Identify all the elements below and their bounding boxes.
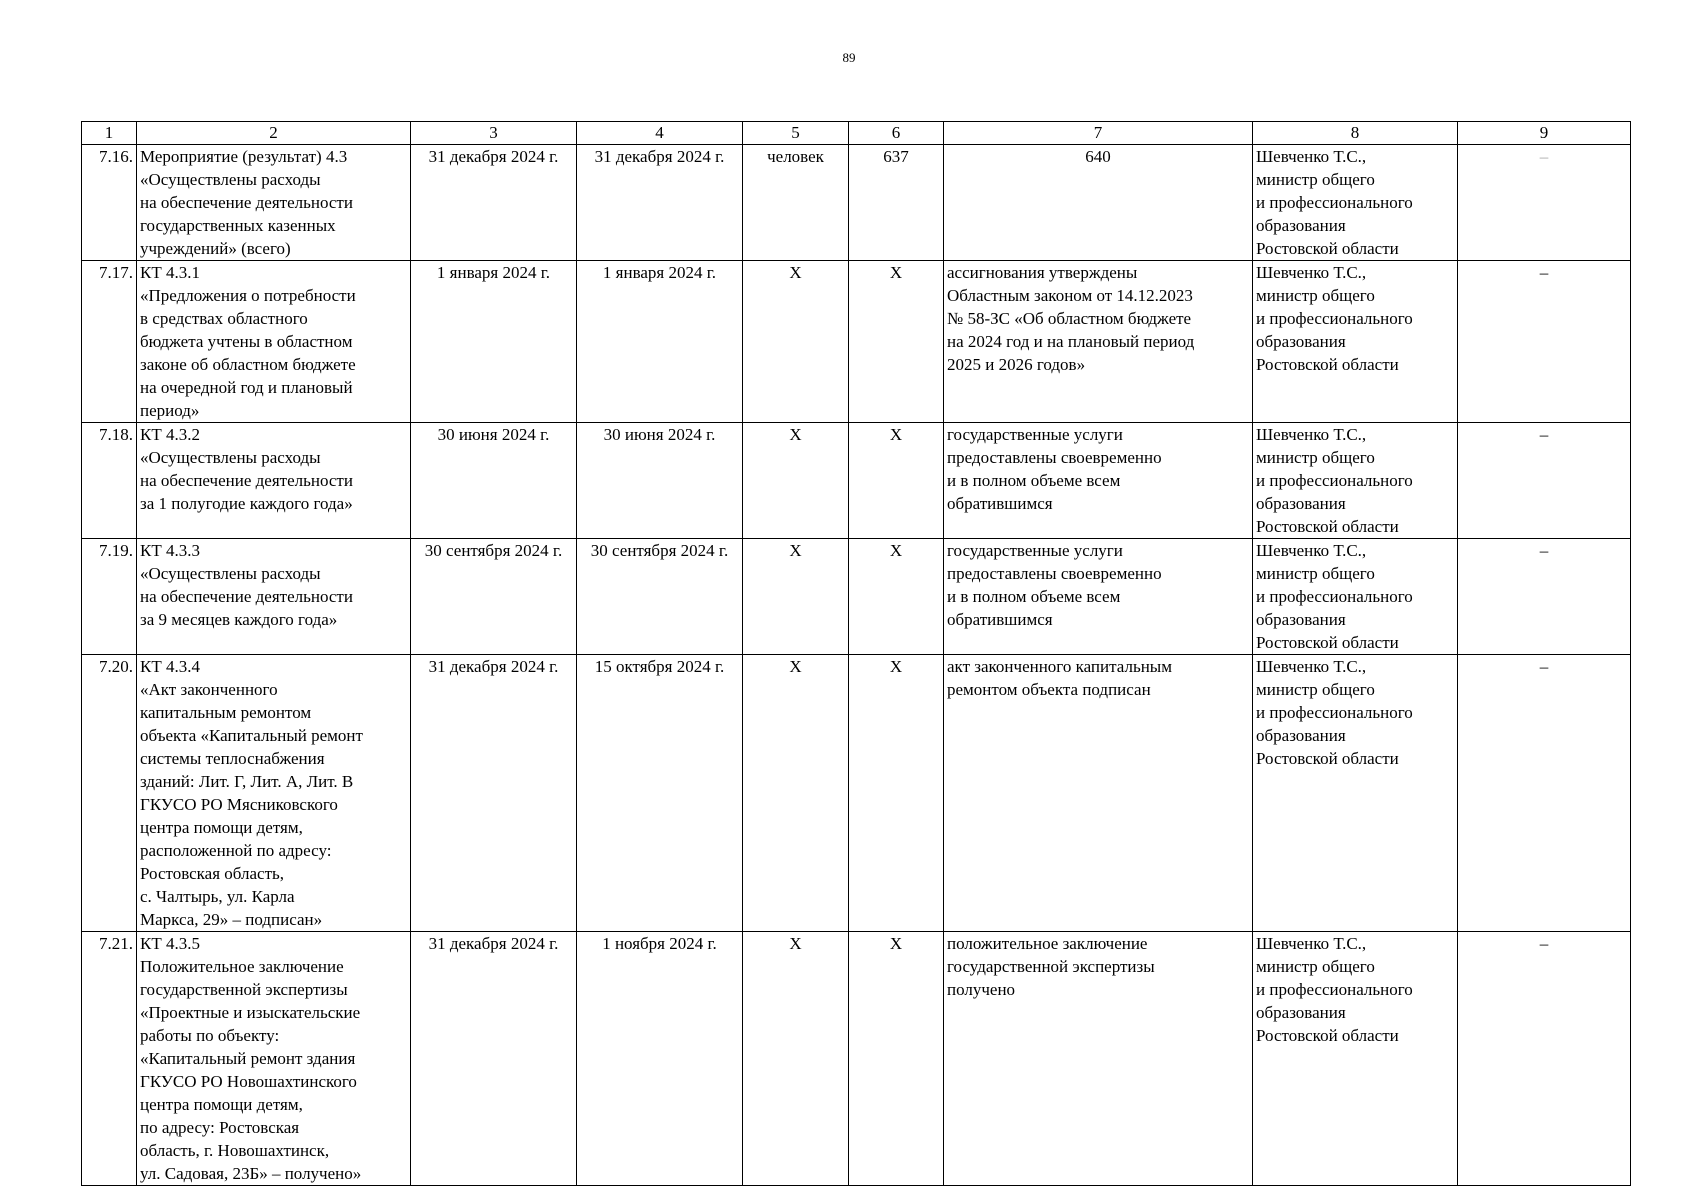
event-name-line: КТ 4.3.1: [140, 263, 200, 282]
unit: человек: [743, 145, 849, 261]
start-date: 1 января 2024 г.: [411, 261, 577, 423]
result-line: № 58-ЗС «Об областном бюджете: [947, 309, 1192, 328]
unit: Х: [743, 261, 849, 423]
col-header: 2: [137, 122, 411, 145]
responsible-line: и профессионального: [1256, 703, 1413, 722]
event-name-line: КТ 4.3.3: [140, 541, 200, 560]
note: –: [1458, 539, 1631, 655]
table-row: [82, 423, 1631, 539]
result-line: получено: [947, 980, 1016, 999]
event-name-line: центра помощи детям,: [140, 1095, 303, 1114]
end-date: 15 октября 2024 г.: [577, 655, 743, 932]
result-line: и в полном объеме всем: [947, 471, 1121, 490]
responsible-line: Ростовской области: [1256, 239, 1399, 258]
end-date: 1 января 2024 г.: [577, 261, 743, 423]
start-date: 31 декабря 2024 г.: [411, 932, 577, 1186]
header-row: [82, 122, 1631, 145]
result-line: на 2024 год и на плановый период: [947, 332, 1195, 351]
note: –: [1458, 932, 1631, 1186]
base-value: Х: [849, 932, 944, 1186]
event-name-line: период»: [140, 401, 200, 420]
event-name: [137, 655, 411, 932]
responsible-line: министр общего: [1256, 170, 1375, 189]
responsible-line: образования: [1256, 1003, 1346, 1022]
event-name-line: системы теплоснабжения: [140, 749, 325, 768]
event-name: [137, 145, 411, 261]
note: –: [1458, 423, 1631, 539]
result-line: 2025 и 2026 годов»: [947, 355, 1086, 374]
unit: Х: [743, 932, 849, 1186]
row-number: 7.20.: [82, 655, 137, 932]
col-header: 8: [1253, 122, 1458, 145]
result-line: государственной экспертизы: [947, 957, 1155, 976]
responsible-line: Ростовской области: [1256, 517, 1399, 536]
row-number: 7.19.: [82, 539, 137, 655]
note: –: [1458, 145, 1631, 261]
responsible-line: Ростовской области: [1256, 633, 1399, 652]
col-header: 3: [411, 122, 577, 145]
event-name-line: с. Чалтырь, ул. Карла: [140, 887, 295, 906]
event-name-line: центра помощи детям,: [140, 818, 303, 837]
responsible-line: Ростовской области: [1256, 1026, 1399, 1045]
table-row: [82, 261, 1631, 423]
table-row: [82, 539, 1631, 655]
responsible-line: образования: [1256, 332, 1346, 351]
event-name-line: область, г. Новошахтинск,: [140, 1141, 330, 1160]
responsible-line: Ростовской области: [1256, 355, 1399, 374]
responsible-line: и профессионального: [1256, 193, 1413, 212]
responsible-line: министр общего: [1256, 680, 1375, 699]
end-date: 1 ноября 2024 г.: [577, 932, 743, 1186]
row-number: 7.18.: [82, 423, 137, 539]
col-header: 5: [743, 122, 849, 145]
col-header: 1: [82, 122, 137, 145]
col-header: 4: [577, 122, 743, 145]
event-name-line: капитальным ремонтом: [140, 703, 312, 722]
event-name-line: Мероприятие (результат) 4.3: [140, 147, 348, 166]
responsible: [1253, 423, 1458, 539]
col-header: 6: [849, 122, 944, 145]
result: [944, 423, 1253, 539]
start-date: 30 июня 2024 г.: [411, 423, 577, 539]
event-name-line: на обеспечение деятельности: [140, 471, 353, 490]
event-name-line: государственной экспертизы: [140, 980, 348, 999]
row-number: 7.21.: [82, 932, 137, 1186]
event-name-line: «Проектные и изыскательские: [140, 1003, 361, 1022]
end-date: 30 июня 2024 г.: [577, 423, 743, 539]
responsible: [1253, 655, 1458, 932]
event-name-line: зданий: Лит. Г, Лит. А, Лит. В: [140, 772, 354, 791]
result: [944, 932, 1253, 1186]
base-value: Х: [849, 423, 944, 539]
col-header: 7: [944, 122, 1253, 145]
start-date: 30 сентября 2024 г.: [411, 539, 577, 655]
responsible-line: министр общего: [1256, 286, 1375, 305]
page-number: 89: [842, 50, 856, 65]
event-name-line: «Предложения о потребности: [140, 286, 356, 305]
event-name-line: бюджета учтены в областном: [140, 332, 353, 351]
result-line: обратившимся: [947, 494, 1053, 513]
responsible-line: и профессионального: [1256, 471, 1413, 490]
result: [944, 261, 1253, 423]
event-name: [137, 539, 411, 655]
responsible-line: образования: [1256, 610, 1346, 629]
event-name-line: «Осуществлены расходы: [140, 170, 321, 189]
responsible-line: Шевченко Т.С.,: [1256, 147, 1367, 166]
event-name-line: по адресу: Ростовская: [140, 1118, 300, 1137]
end-date: 31 декабря 2024 г.: [577, 145, 743, 261]
responsible-line: образования: [1256, 494, 1346, 513]
result-line: предоставлены своевременно: [947, 564, 1162, 583]
unit: Х: [743, 655, 849, 932]
result-line: обратившимся: [947, 610, 1053, 629]
responsible-line: министр общего: [1256, 448, 1375, 467]
event-name: [137, 932, 411, 1186]
event-name-line: «Акт законченного: [140, 680, 278, 699]
result-line: 640: [1085, 147, 1111, 166]
event-name-line: КТ 4.3.2: [140, 425, 200, 444]
event-name-line: «Осуществлены расходы: [140, 448, 321, 467]
event-name-line: ул. Садовая, 23Б» – получено»: [140, 1164, 362, 1183]
event-name-line: объекта «Капитальный ремонт: [140, 726, 363, 745]
responsible: [1253, 539, 1458, 655]
responsible-line: Ростовской области: [1256, 749, 1399, 768]
result: [944, 655, 1253, 932]
event-name-line: на очередной год и плановый: [140, 378, 353, 397]
end-date: 30 сентября 2024 г.: [577, 539, 743, 655]
result-line: Областным законом от 14.12.2023: [947, 286, 1193, 305]
responsible-line: министр общего: [1256, 957, 1375, 976]
result-line: государственные услуги: [947, 425, 1123, 444]
event-name-line: в средствах областного: [140, 309, 308, 328]
event-name-line: ГКУСО РО Мясниковского: [140, 795, 338, 814]
event-name-line: КТ 4.3.4: [140, 657, 200, 676]
result-line: ремонтом объекта подписан: [947, 680, 1151, 699]
col-header: 9: [1458, 122, 1631, 145]
responsible: [1253, 261, 1458, 423]
responsible-line: образования: [1256, 216, 1346, 235]
event-name-line: за 9 месяцев каждого года»: [140, 610, 338, 629]
event-name: [137, 423, 411, 539]
table-row: [82, 932, 1631, 1186]
event-name-line: законе об областном бюджете: [140, 355, 356, 374]
event-name-line: Маркса, 29» – подписан»: [140, 910, 323, 929]
table-row: [82, 145, 1631, 261]
responsible: [1253, 145, 1458, 261]
event-name-line: КТ 4.3.5: [140, 934, 200, 953]
event-name-line: работы по объекту:: [140, 1026, 280, 1045]
event-name-line: «Осуществлены расходы: [140, 564, 321, 583]
note: –: [1458, 261, 1631, 423]
result: [944, 145, 1253, 261]
result: [944, 539, 1253, 655]
responsible-line: министр общего: [1256, 564, 1375, 583]
event-name-line: «Капитальный ремонт здания: [140, 1049, 356, 1068]
result-line: и в полном объеме всем: [947, 587, 1121, 606]
base-value: Х: [849, 539, 944, 655]
event-name-line: Ростовская область,: [140, 864, 285, 883]
event-name-line: расположенной по адресу:: [140, 841, 332, 860]
unit: Х: [743, 423, 849, 539]
responsible-line: и профессионального: [1256, 587, 1413, 606]
event-name-line: за 1 полугодие каждого года»: [140, 494, 353, 513]
event-name-line: ГКУСО РО Новошахтинского: [140, 1072, 357, 1091]
row-number: 7.16.: [82, 145, 137, 261]
event-name: [137, 261, 411, 423]
plan-table: [81, 121, 1631, 1186]
note: –: [1458, 655, 1631, 932]
result-line: акт законченного капитальным: [947, 657, 1172, 676]
start-date: 31 декабря 2024 г.: [411, 655, 577, 932]
base-value: Х: [849, 655, 944, 932]
unit: Х: [743, 539, 849, 655]
responsible-line: Шевченко Т.С.,: [1256, 541, 1367, 560]
event-name-line: Положительное заключение: [140, 957, 344, 976]
result-line: положительное заключение: [947, 934, 1148, 953]
base-value: 637: [849, 145, 944, 261]
event-name-line: государственных казенных: [140, 216, 336, 235]
responsible: [1253, 932, 1458, 1186]
responsible-line: Шевченко Т.С.,: [1256, 425, 1367, 444]
event-name-line: учреждений» (всего): [140, 239, 291, 258]
result-line: государственные услуги: [947, 541, 1123, 560]
responsible-line: Шевченко Т.С.,: [1256, 934, 1367, 953]
responsible-line: Шевченко Т.С.,: [1256, 657, 1367, 676]
responsible-line: Шевченко Т.С.,: [1256, 263, 1367, 282]
row-number: 7.17.: [82, 261, 137, 423]
responsible-line: образования: [1256, 726, 1346, 745]
result-line: предоставлены своевременно: [947, 448, 1162, 467]
responsible-line: и профессионального: [1256, 980, 1413, 999]
event-name-line: на обеспечение деятельности: [140, 193, 353, 212]
result-line: ассигнования утверждены: [947, 263, 1138, 282]
responsible-line: и профессионального: [1256, 309, 1413, 328]
start-date: 31 декабря 2024 г.: [411, 145, 577, 261]
event-name-line: на обеспечение деятельности: [140, 587, 353, 606]
table-row: [82, 655, 1631, 932]
base-value: Х: [849, 261, 944, 423]
